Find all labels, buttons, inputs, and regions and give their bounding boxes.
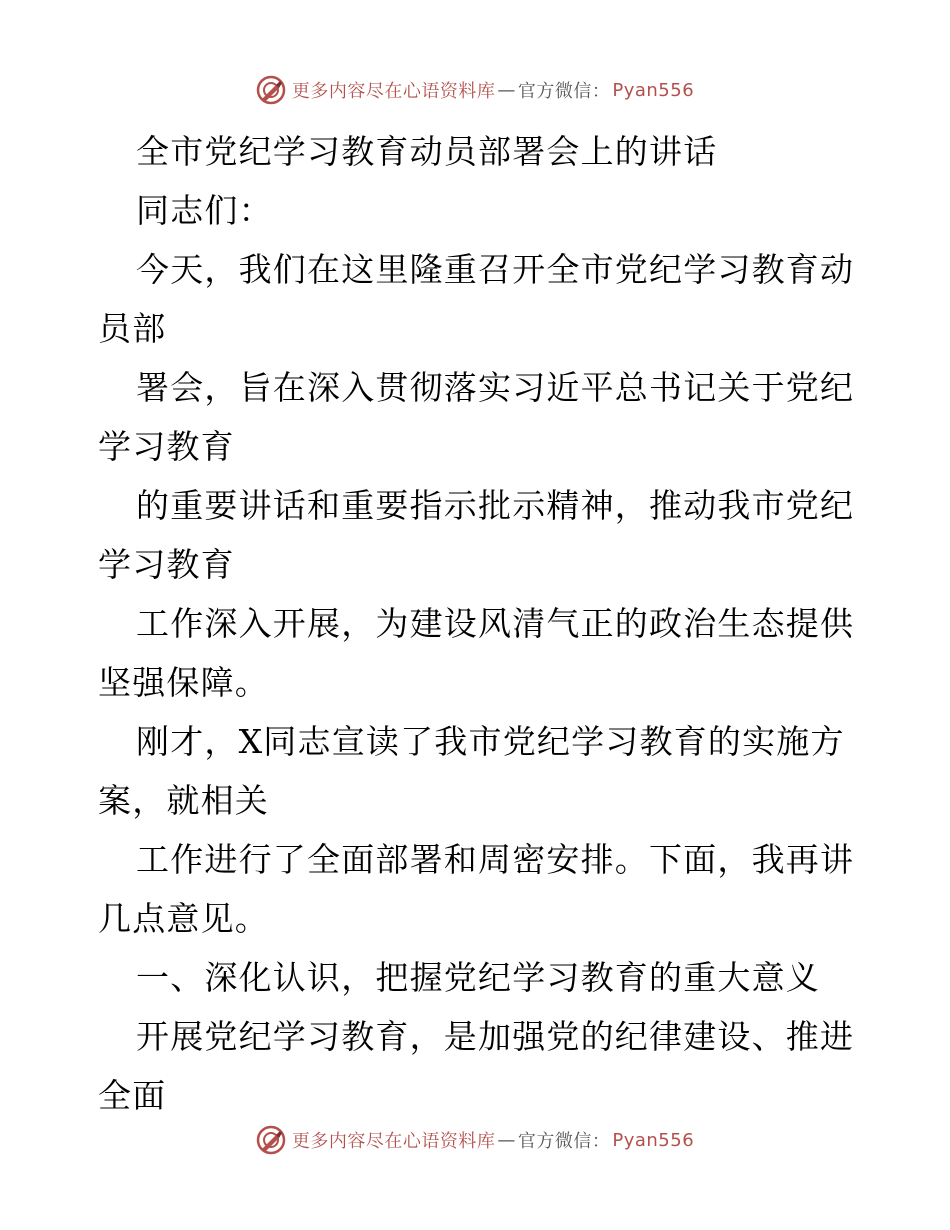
- watermark-separator: —: [497, 1129, 516, 1151]
- paragraph-line: 学习教育: [98, 545, 235, 584]
- document-title: 全市党纪学习教育动员部署会上的讲话: [136, 132, 718, 171]
- paragraph-line: 刚才，X同志宣读了我市党纪学习教育的实施方: [136, 722, 845, 761]
- paragraph-line: 同志们：: [136, 191, 273, 230]
- paragraph-line: 工作进行了全面部署和周密安排。下面，我再讲: [136, 840, 855, 879]
- paragraph-line: 署会，旨在深入贯彻落实习近平总书记关于党纪: [136, 368, 855, 407]
- paragraph-line: 今天，我们在这里隆重召开全市党纪学习教育动: [136, 250, 855, 289]
- pen-logo-icon: [256, 1125, 286, 1155]
- watermark-separator: —: [497, 79, 516, 101]
- watermark-wechat-label: 官方微信：: [517, 1131, 611, 1152]
- watermark-text: 更多内容尽在心语资料库: [291, 1131, 496, 1152]
- paragraph-line: 坚强保障。: [98, 663, 269, 702]
- paragraph-line: 工作深入开展，为建设风清气正的政治生态提供: [136, 604, 855, 643]
- footer-watermark: [0, 1120, 950, 1160]
- paragraph-line: 的重要讲话和重要指示批示精神，推动我市党纪: [136, 486, 855, 525]
- paragraph-line: 员部: [98, 309, 167, 348]
- paragraph-line: 开展党纪学习教育，是加强党的纪律建设、推进: [136, 1017, 855, 1056]
- document-body: [98, 122, 858, 1125]
- section-heading: 一、深化认识，把握党纪学习教育的重大意义: [136, 958, 820, 997]
- watermark-handle: Pyan556: [612, 1129, 695, 1151]
- watermark-text: 更多内容尽在心语资料库: [291, 81, 496, 102]
- watermark-wechat-label: 官方微信：: [517, 81, 611, 102]
- paragraph-line: 全面: [98, 1076, 167, 1115]
- paragraph-line: 案，就相关: [98, 781, 269, 820]
- watermark-handle: Pyan556: [612, 79, 695, 101]
- paragraph-line: 几点意见。: [98, 899, 269, 938]
- paragraph-line: 学习教育: [98, 427, 235, 466]
- header-watermark: [0, 70, 950, 110]
- pen-logo-icon: [256, 75, 286, 105]
